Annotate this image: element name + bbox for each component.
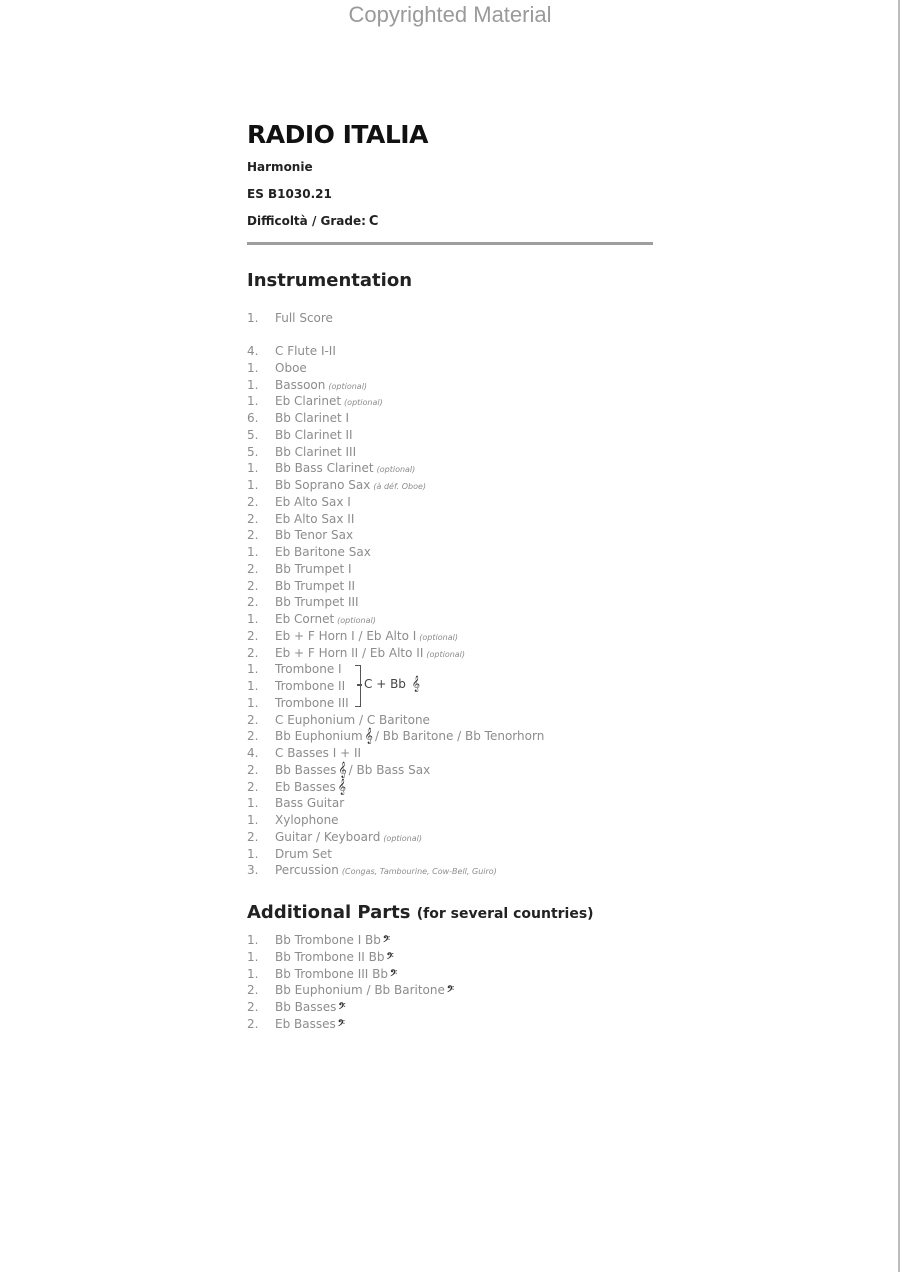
bass-clef-icon: 𝄢 <box>382 934 390 947</box>
bass-clef-icon: 𝄢 <box>337 1017 345 1031</box>
part-note: (optional) <box>419 632 458 642</box>
part-name-text: Bb Soprano Sax <box>275 478 371 492</box>
part-name <box>275 846 332 863</box>
part-name <box>275 427 353 444</box>
part-name-text: Eb Basses <box>275 779 336 794</box>
part-quantity: 2. <box>247 645 259 660</box>
part-name <box>275 728 544 745</box>
part-quantity: 2. <box>247 762 259 777</box>
additional-parts-heading <box>247 902 594 923</box>
part-quantity: 1. <box>247 461 259 476</box>
part-name-text: Eb + F Horn II / Eb Alto II <box>275 645 424 660</box>
part-quantity: 2. <box>247 829 259 844</box>
trombone-bracket-tick <box>357 684 362 686</box>
part-name-text: Bb Clarinet III <box>275 444 357 459</box>
grade-value: C <box>368 214 379 229</box>
part-name <box>275 678 345 695</box>
header-divider <box>247 242 653 245</box>
part-name <box>275 862 497 881</box>
copyright-watermark: Copyrighted Material <box>348 2 552 27</box>
grade-line <box>247 214 378 229</box>
part-name <box>275 561 352 578</box>
part-quantity: 1. <box>247 311 259 325</box>
part-quantity: 1. <box>247 360 259 375</box>
part-name-text: Bb Basses <box>275 1000 337 1014</box>
part-quantity: 2. <box>247 628 259 643</box>
part-name-text: Oboe <box>275 360 307 375</box>
treble-clef-icon: 𝄞 <box>411 676 421 692</box>
part-name <box>275 745 361 762</box>
part-name-text: C Flute I-II <box>275 344 336 358</box>
part-name <box>275 310 333 327</box>
part-name <box>275 999 345 1017</box>
grade-label: Difficoltà / Grade: <box>247 214 366 228</box>
part-name-extra: / Bb Bass Sax <box>348 762 431 777</box>
part-note: (optional) <box>337 616 376 625</box>
part-note: (optional) <box>344 398 383 408</box>
catalog-code: ES B1030.21 <box>247 187 332 201</box>
part-name-text: Bb Trombone III Bb <box>275 966 388 981</box>
part-name-text: Bb Trumpet II <box>275 578 356 593</box>
part-name <box>275 712 430 729</box>
part-name <box>275 812 339 829</box>
part-name <box>275 360 307 377</box>
part-name <box>275 578 355 595</box>
part-name-text: Bb Trumpet III <box>275 595 359 610</box>
part-note: (optional) <box>426 649 466 659</box>
part-name-text: Bb Trombone II Bb <box>275 949 385 964</box>
piece-title: RADIO ITALIA <box>247 120 428 149</box>
part-name-text: Trombone III <box>275 695 349 710</box>
part-name-text: C Basses I + II <box>275 746 362 760</box>
part-name-text: Bb Tenor Sax <box>275 528 354 543</box>
trombone-group-label <box>364 676 422 692</box>
part-quantity: 2. <box>247 1000 259 1014</box>
bass-clef-icon: 𝄢 <box>338 1001 346 1014</box>
part-note: (optional) <box>376 465 416 475</box>
part-name-text: Full Score <box>275 311 333 325</box>
part-quantity: 1. <box>247 949 259 964</box>
part-name-text: Trombone I <box>275 662 342 677</box>
part-name <box>275 779 348 796</box>
part-quantity: 2. <box>247 779 259 794</box>
part-name-text: Bb Euphonium <box>275 729 363 744</box>
part-quantity: 5. <box>247 427 259 442</box>
part-note: (Congas, Tambourine, Cow-Bell, Guiro) <box>341 867 497 877</box>
part-quantity: 2. <box>247 578 259 593</box>
part-name-text: Eb Baritone Sax <box>275 545 371 559</box>
part-name-text: Bb Basses <box>275 762 337 777</box>
part-quantity: 2. <box>247 494 259 509</box>
bass-clef-icon: 𝄢 <box>386 950 394 964</box>
part-name <box>275 343 336 360</box>
part-name <box>275 511 354 528</box>
part-quantity: 1. <box>247 662 259 677</box>
part-name <box>275 795 344 812</box>
part-name-text: Bassoon <box>275 377 326 392</box>
part-quantity: 4. <box>247 746 259 760</box>
part-note: (optional) <box>383 833 422 843</box>
part-quantity: 2. <box>247 528 259 543</box>
part-name-text: Bb Trumpet I <box>275 561 352 576</box>
part-quantity: 1. <box>247 846 259 861</box>
part-name-text: Bb Bass Clarinet <box>275 461 374 476</box>
part-name-text: C Euphonium / C Baritone <box>275 712 430 727</box>
part-quantity: 1. <box>247 612 259 626</box>
part-name-extra: / Bb Baritone / Bb Tenorhorn <box>374 729 545 744</box>
part-quantity: 1. <box>247 545 259 559</box>
part-quantity: 1. <box>247 478 259 492</box>
part-name-text: Bb Clarinet I <box>275 411 350 425</box>
treble-clef-icon: 𝄞 <box>338 761 347 778</box>
part-quantity: 2. <box>247 561 259 576</box>
trombone-group-text: C + Bb <box>364 677 406 691</box>
part-name-text: Eb Clarinet <box>275 394 342 409</box>
part-quantity: 1. <box>247 377 259 392</box>
trombone-bracket <box>355 665 361 707</box>
part-name <box>275 949 394 967</box>
part-name <box>275 695 349 712</box>
additional-subheading: (for several countries) <box>416 906 594 922</box>
part-quantity: 1. <box>247 966 259 981</box>
part-name-text: Bb Trombone I Bb <box>275 933 381 947</box>
part-name <box>275 661 342 678</box>
part-quantity: 1. <box>247 394 259 409</box>
part-name-text: Drum Set <box>275 846 332 861</box>
part-name <box>275 494 351 511</box>
bass-clef-icon: 𝄢 <box>389 967 398 981</box>
part-name <box>275 982 454 1000</box>
part-name-text: Xylophone <box>275 813 339 827</box>
part-name-text: Bb Euphonium / Bb Baritone <box>275 983 445 998</box>
part-name-text: Bass Guitar <box>275 796 345 811</box>
part-name <box>275 1016 345 1034</box>
part-name-text: Eb + F Horn I / Eb Alto I <box>275 628 417 643</box>
part-name <box>275 444 356 461</box>
part-name-text: Guitar / Keyboard <box>275 829 381 844</box>
ensemble-label: Harmonie <box>247 160 313 174</box>
part-quantity: 2. <box>247 1016 259 1031</box>
part-quantity: 1. <box>247 933 259 947</box>
part-name <box>275 410 349 427</box>
part-name-text: Trombone II <box>275 679 346 693</box>
part-quantity: 1. <box>247 679 259 693</box>
bass-clef-icon: 𝄢 <box>446 984 454 998</box>
part-quantity: 2. <box>247 595 259 610</box>
part-quantity: 3. <box>247 863 259 878</box>
part-name-text: Percussion <box>275 863 339 878</box>
part-name <box>275 762 430 779</box>
part-name <box>275 527 353 544</box>
part-note: (optional) <box>328 381 368 391</box>
part-quantity: 4. <box>247 344 259 358</box>
part-quantity: 6. <box>247 411 259 425</box>
part-quantity: 2. <box>247 511 259 526</box>
part-name-text: Eb Alto Sax I <box>275 494 351 509</box>
part-quantity: 2. <box>247 983 259 998</box>
part-name-text: Eb Cornet <box>275 612 335 626</box>
part-quantity: 1. <box>247 796 259 811</box>
part-quantity: 2. <box>247 712 259 727</box>
part-name <box>275 544 371 561</box>
part-quantity: 2. <box>247 729 259 744</box>
part-name <box>275 966 397 984</box>
treble-clef-icon: 𝄞 <box>337 778 347 795</box>
part-name <box>275 594 359 611</box>
part-quantity: 5. <box>247 444 259 459</box>
treble-clef-icon: 𝄞 <box>364 728 373 745</box>
part-note: (à déf. Oboe) <box>373 482 427 491</box>
part-quantity: 1. <box>247 695 259 710</box>
additional-heading-text: Additional Parts <box>247 902 411 923</box>
part-name-text: Eb Basses <box>275 1016 336 1031</box>
part-quantity: 1. <box>247 813 259 827</box>
part-name <box>275 932 390 950</box>
instrumentation-heading: Instrumentation <box>247 270 413 291</box>
part-name-text: Eb Alto Sax II <box>275 511 355 526</box>
part-name-text: Bb Clarinet II <box>275 427 353 442</box>
